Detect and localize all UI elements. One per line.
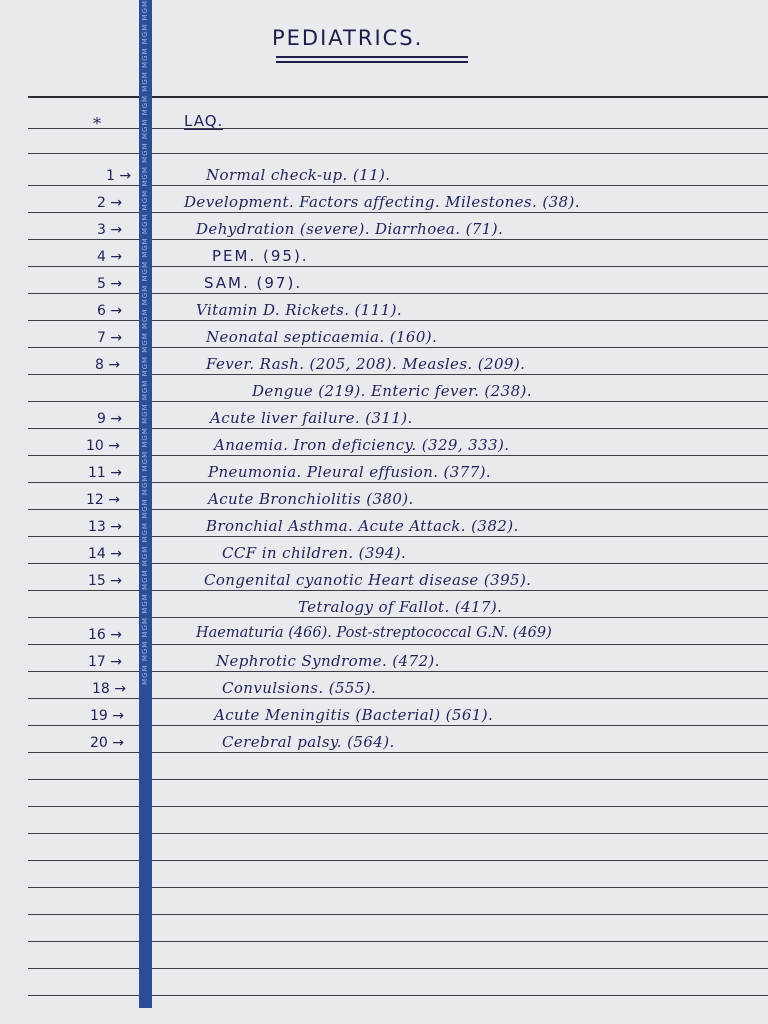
list-item: Acute Bronchiolitis (380). <box>208 490 414 508</box>
list-item: Development. Factors affecting. Milestones. (38). <box>184 193 580 211</box>
list-item-continuation: Tetralogy of Fallot. (417). <box>298 598 503 616</box>
list-item: Fever. Rash. (205, 208). Measles. (209). <box>206 355 526 373</box>
item-number: 10 → <box>86 438 120 454</box>
list-item: PEM. (95). <box>212 247 309 265</box>
item-number: 3 → <box>97 222 123 238</box>
list-item: Anaemia. Iron deficiency. (329, 333). <box>214 436 510 454</box>
item-number: 1 → <box>106 168 132 184</box>
item-number: 2 → <box>97 195 123 211</box>
item-number: 16 → <box>88 627 122 643</box>
item-number: 11 → <box>88 465 122 481</box>
list-item: Neonatal septicaemia. (160). <box>206 328 438 346</box>
page-title <box>272 26 423 50</box>
list-item: Dehydration (severe). Diarrhoea. (71). <box>196 220 504 238</box>
section-heading-laq: LAQ. <box>184 112 224 130</box>
item-number: 4 → <box>97 249 123 265</box>
list-item-continuation: Dengue (219). Enteric fever. (238). <box>252 382 532 400</box>
list-item: Congenital cyanotic Heart disease (395). <box>204 571 532 589</box>
item-number: 8 → <box>95 357 121 373</box>
item-number: 18 → <box>92 681 126 697</box>
item-number: 12 → <box>86 492 120 508</box>
list-item: Acute Meningitis (Bacterial) (561). <box>214 706 494 724</box>
list-item: CCF in children. (394). <box>222 544 407 562</box>
page-title-text: PEDIATRICS <box>272 26 415 50</box>
list-item: Pneumonia. Pleural effusion. (377). <box>208 463 492 481</box>
item-number: 19 → <box>90 708 124 724</box>
item-number: 5 → <box>97 276 123 292</box>
list-item: Normal check-up. (11). <box>206 166 391 184</box>
item-number: 7 → <box>97 330 123 346</box>
list-item: Convulsions. (555). <box>222 679 377 697</box>
title-underline <box>276 56 468 58</box>
item-number: 14 → <box>88 546 122 562</box>
item-number: 20 → <box>90 735 124 751</box>
title-underline-second <box>276 61 468 63</box>
item-number: 9 → <box>97 411 123 427</box>
list-item: Vitamin D. Rickets. (111). <box>196 301 403 319</box>
list-item: Cerebral palsy. (564). <box>222 733 395 751</box>
item-number: 6 → <box>97 303 123 319</box>
list-item: Acute liver failure. (311). <box>210 409 413 427</box>
list-item: SAM. (97). <box>204 274 303 292</box>
item-number: 17 → <box>88 654 122 670</box>
margin-watermark: MGM MGM MGM MGM MGM MGM MGM MGM MGM MGM MGM MGM MGM MGM MGM MGM MGM MGM MGM MGM MGM MGM MGM MGM MGM MGM MGM MGM MGM <box>141 0 149 685</box>
list-item: Bronchial Asthma. Acute Attack. (382). <box>206 517 519 535</box>
list-item: Haematuria (466). Post-streptococcal G.N. (469) <box>196 625 552 641</box>
page-title-period: . <box>414 26 424 50</box>
star-marker: * <box>93 114 101 133</box>
list-item: Nephrotic Syndrome. (472). <box>216 652 440 670</box>
margin-bar <box>139 0 152 1008</box>
item-number: 15 → <box>88 573 122 589</box>
item-number: 13 → <box>88 519 122 535</box>
